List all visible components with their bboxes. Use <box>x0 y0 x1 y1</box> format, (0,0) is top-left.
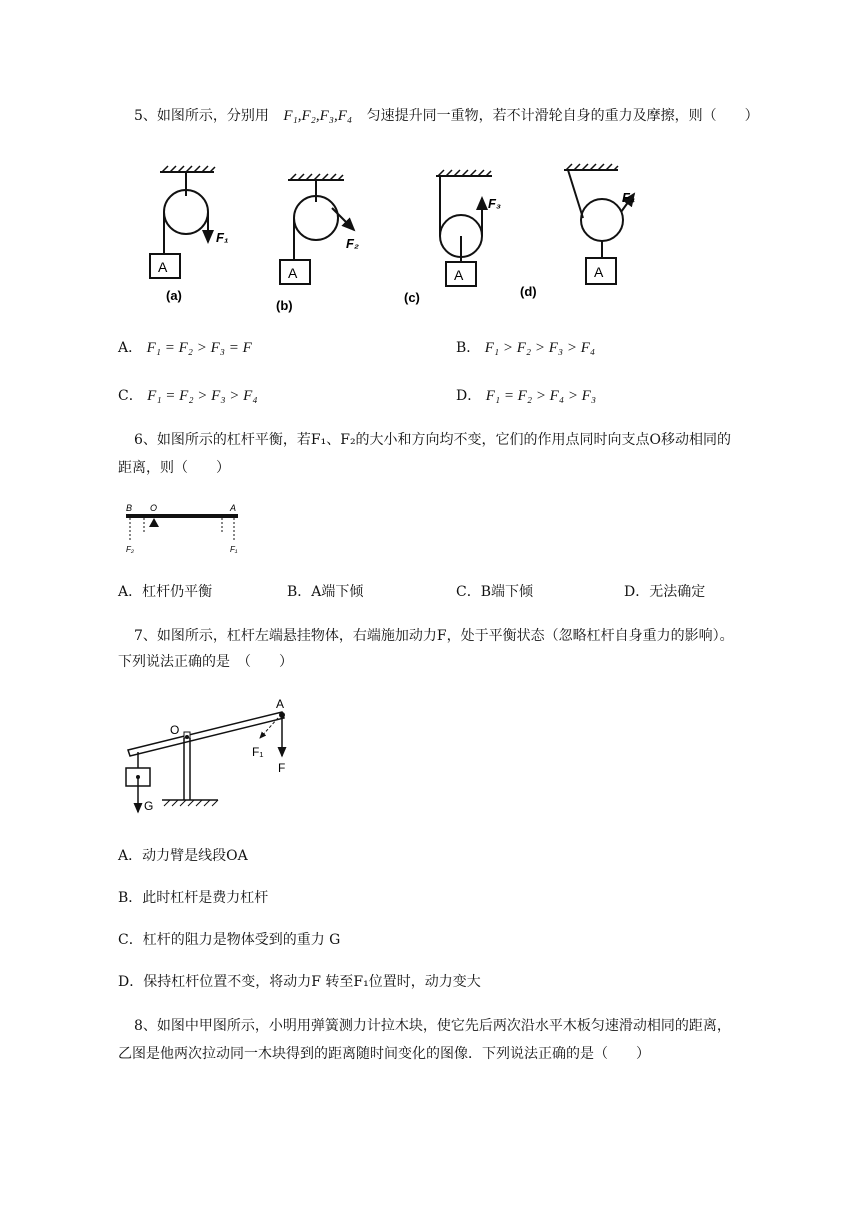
q7-option-c <box>118 930 340 950</box>
q7-label-f: F <box>278 761 286 775</box>
option-text: B端下倾 <box>480 584 534 600</box>
option-key: A． <box>118 340 143 356</box>
option-key: C． <box>456 584 481 600</box>
q5-caption-c: (c) <box>404 290 420 305</box>
q7-label-f1: F₁ <box>252 745 264 759</box>
q5-stem <box>134 106 759 126</box>
option-text: 动力臂是线段OA <box>142 848 248 864</box>
q8-stem-line2: 乙图是他两次拉动同一木块得到的距离随时间变化的图像．下列说法正确的是（ ） <box>118 1046 650 1062</box>
option-key: D． <box>456 388 482 404</box>
option-key: C． <box>118 388 143 404</box>
q5-block-a: A <box>158 259 168 275</box>
q6-option-d <box>624 582 705 602</box>
option-text: 保持杠杆位置不变，将动力F 转至F₁位置时，动力变大 <box>143 974 481 990</box>
q7-stem-line2: 下列说法正确的是 （ ） <box>118 654 293 670</box>
q7-stem-line1: 7、如图所示，杠杆左端悬挂物体，右端施加动力F，处于平衡状态（忽略杠杆自身重力的影响）。 <box>134 628 734 644</box>
option-key: D． <box>624 584 650 600</box>
option-key: C． <box>118 932 143 948</box>
q7-option-b <box>118 888 268 908</box>
q6-option-a <box>118 582 212 602</box>
q7-option-a <box>118 846 248 866</box>
q8-stem-line1: 8、如图中甲图所示，小明用弹簧测力计拉木块，使它先后两次沿水平木板匀速滑动相同的距离， <box>134 1018 731 1034</box>
q5-option-a <box>118 338 252 358</box>
q5-caption-a: (a) <box>166 288 182 303</box>
q7-option-d <box>118 972 481 992</box>
option-text: 此时杠杆是费力杠杆 <box>142 890 269 906</box>
q5-block-b: A <box>288 265 298 281</box>
option-key: B． <box>456 340 481 356</box>
option-key: A． <box>118 848 143 864</box>
option-text: F₁ = F₂ > F₃ > F₄ <box>147 388 258 404</box>
q7-label-g: G <box>144 799 154 813</box>
q5-force-f1: F₁ <box>216 230 229 245</box>
option-text: A端下倾 <box>311 584 364 600</box>
option-key: A． <box>118 584 143 600</box>
q6-label-o: O <box>150 503 158 513</box>
option-text: 杠杆的阻力是物体受到的重力 G <box>142 932 341 948</box>
q6-label-a: A <box>230 503 237 513</box>
q6-label-f2: F₂ <box>126 545 134 554</box>
q5-option-b <box>456 338 595 358</box>
q6-label-f1: F₁ <box>230 545 238 554</box>
q5-block-d: A <box>594 264 604 280</box>
q5-stem-suffix: 匀速提升同一重物，若不计滑轮自身的重力及摩擦，则（ ） <box>366 108 759 124</box>
q5-block-c: A <box>454 267 464 283</box>
option-text: 无法确定 <box>649 584 706 600</box>
pulley-c <box>436 170 492 286</box>
q5-option-d <box>456 386 596 406</box>
q5-pulley-figure <box>118 150 638 315</box>
q7-lever-figure <box>118 694 308 820</box>
q5-stem-prefix: 5、如图所示，分别用 <box>134 108 269 124</box>
q6-stem-line1: 6、如图所示的杠杆平衡，若F₁、F₂的大小和方向均不变，它们的作用点同时向支点O移动相同的 <box>134 432 732 448</box>
q7-label-o: O <box>170 723 180 737</box>
q6-stem-line2: 距离，则（ ） <box>118 460 230 476</box>
q5-forces: F₁,F₂,F₃,F₄ <box>283 108 353 124</box>
q5-force-f4: F₄ <box>622 190 636 205</box>
q5-force-f2: F₂ <box>346 236 359 251</box>
q5-caption-d: (d) <box>520 284 537 299</box>
q5-option-c <box>118 386 258 406</box>
q6-option-c <box>456 582 533 602</box>
q5-caption-b: (b) <box>276 298 293 313</box>
option-text: F₁ = F₂ > F₄ > F₃ <box>485 388 597 404</box>
option-text: F₁ = F₂ > F₃ = F <box>146 340 252 356</box>
option-key: B． <box>118 890 143 906</box>
option-text: 杠杆仍平衡 <box>142 584 213 600</box>
q7-label-a: A <box>276 697 285 711</box>
q6-lever-figure <box>118 500 248 560</box>
option-text: F₁ > F₂ > F₃ > F₄ <box>484 340 596 356</box>
q6-option-b <box>287 582 363 602</box>
option-key: D． <box>118 974 144 990</box>
q6-label-b: B <box>126 503 133 513</box>
option-key: B． <box>287 584 312 600</box>
q5-force-f3: F₃ <box>488 196 501 211</box>
